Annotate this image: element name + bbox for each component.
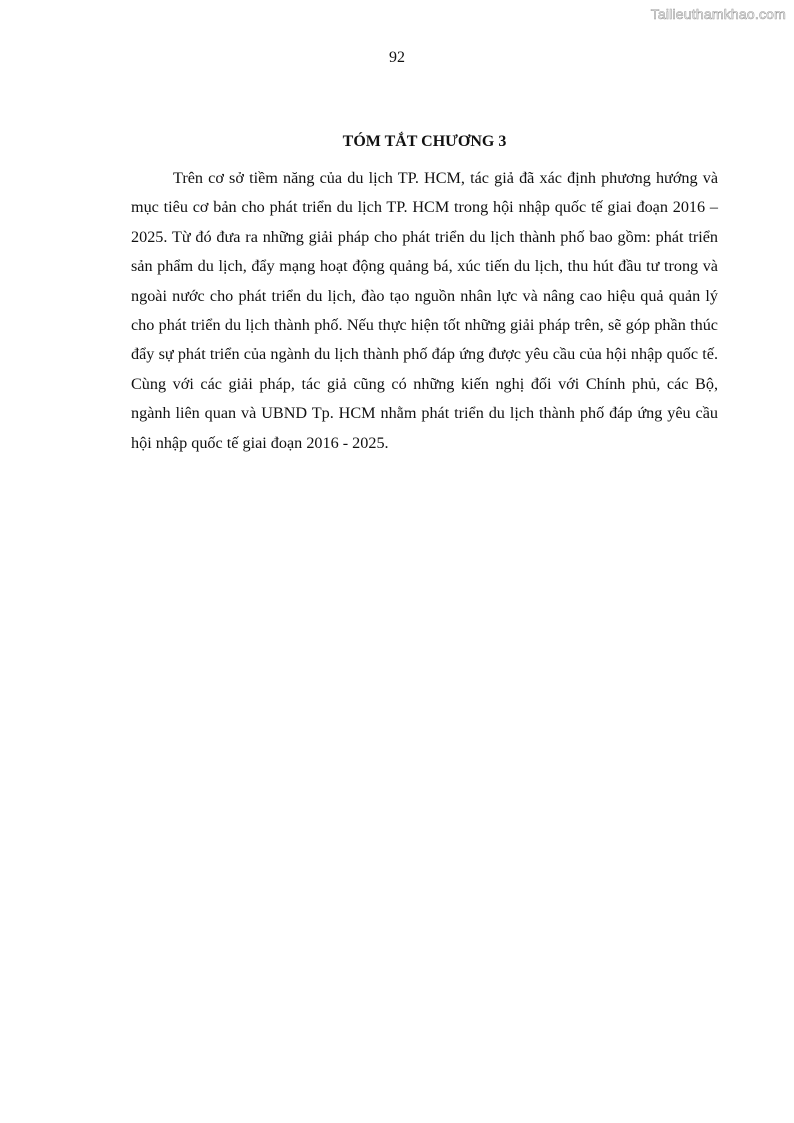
chapter-summary bbox=[131, 132, 718, 458]
chapter-summary-title: TÓM TẮT CHƯƠNG 3 bbox=[342, 133, 507, 150]
chapter-summary-paragraph: Trên cơ sở tiềm năng của du lịch TP. HCM, tác giả đã xác định phương hướng và mục tiêu cơ bản cho phát triển du lịch TP. HCM trong hội nhập quốc tế giai đoạn 2016 – 2025. Từ đó đưa ra những giải pháp cho phát triển du lịch thành phố bao gồm: phát triển sản phẩm du lịch, đẩy mạng hoạt động quảng bá, xúc tiến du lịch, thu hút đầu tư trong và ngoài nước cho phát triển du lịch, đào tạo nguồn nhân lực và nâng cao hiệu quả quản lý cho phát triển du lịch thành phố. Nếu thực hiện tốt những giải pháp trên, sẽ góp phần thúc đẩy sự phát triển của ngành du lịch thành phố đáp ứng được yêu cầu của hội nhập quốc tế. Cùng với các giải pháp, tác giả cũng có những kiến nghị đối với Chính phủ, các Bộ, ngành liên quan và UBND Tp. HCM nhằm phát triển du lịch thành phố đáp ứng yêu cầu hội nhập quốc tế giai đoạn 2016 - 2025. bbox=[131, 169, 718, 452]
watermark-text: Tailieuthamkhao.com bbox=[650, 6, 786, 22]
page-number: 92 bbox=[389, 49, 405, 66]
